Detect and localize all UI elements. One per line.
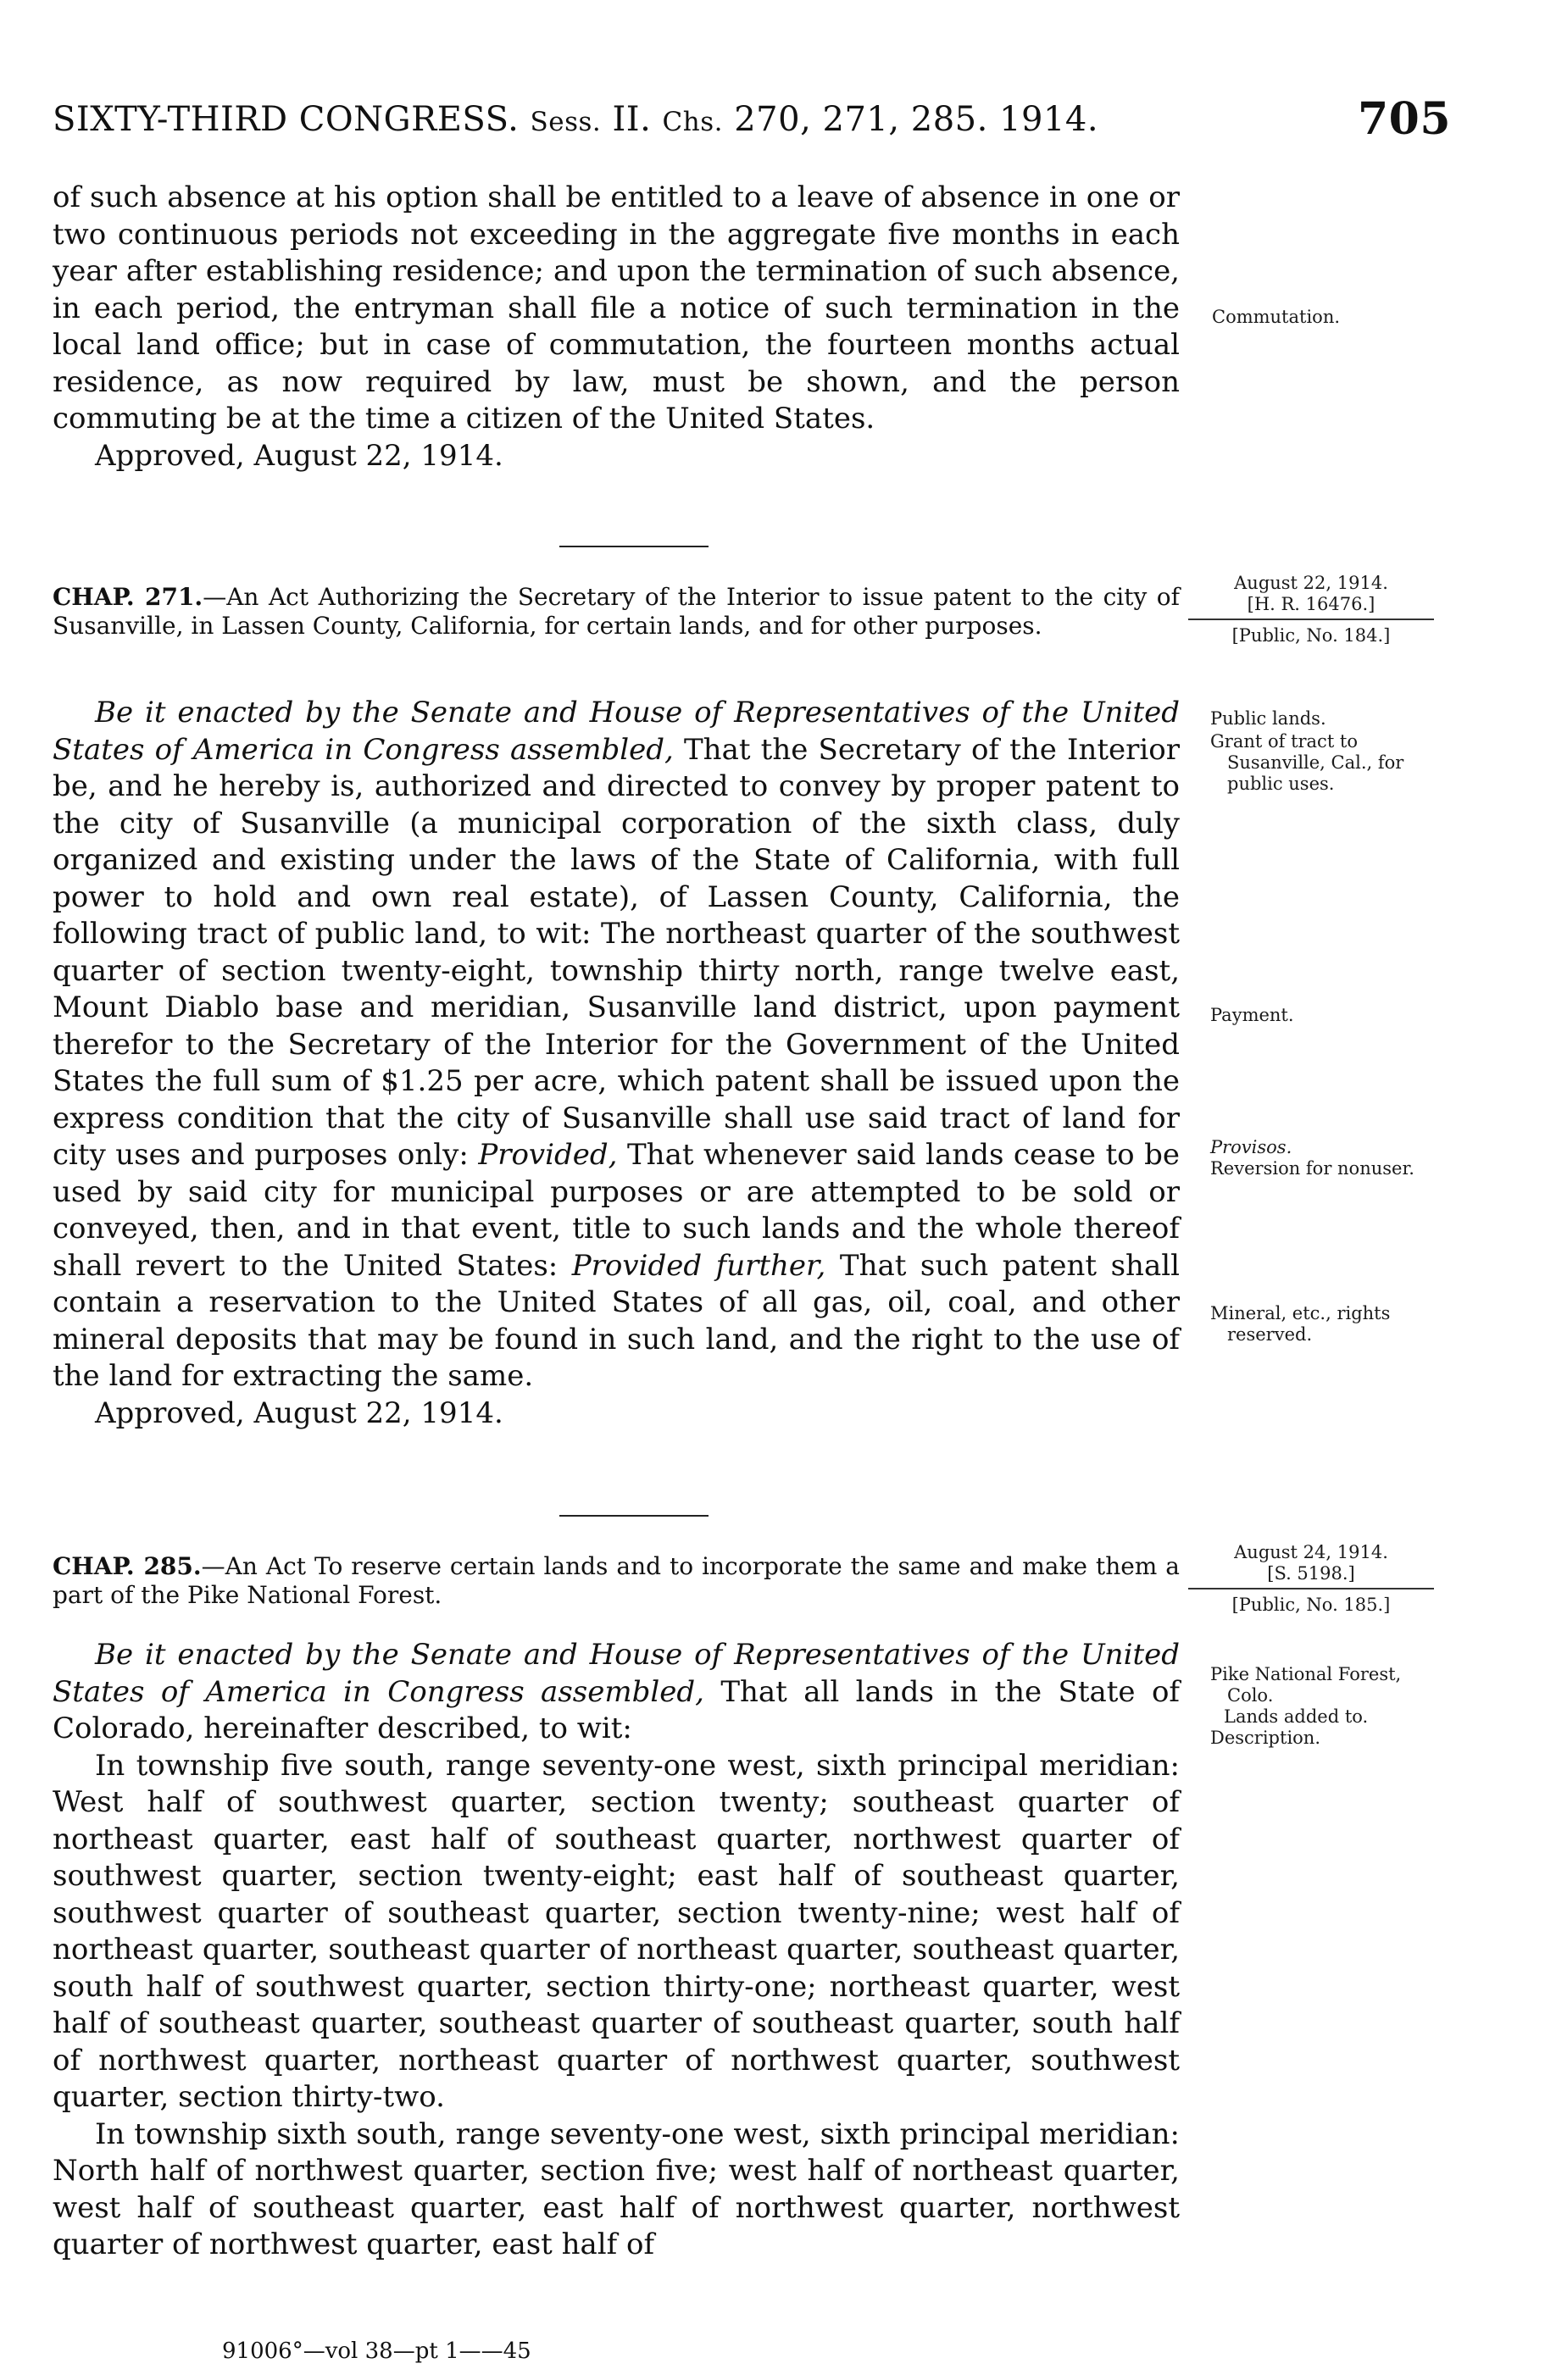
public-lands-note: Public lands. <box>1210 708 1326 729</box>
page-number: 705 <box>1357 93 1451 145</box>
chap271-date-block <box>1188 573 1434 646</box>
chap285-section <box>53 1637 1180 1748</box>
chap271-public-number: [Public, No. 184.] <box>1231 625 1391 646</box>
margin-note-provisos <box>1210 1137 1431 1179</box>
chap285-date-block <box>1188 1542 1434 1616</box>
margin-divider <box>1188 1588 1434 1589</box>
chap285-enacting-clause: Be it enacted by the Senate and House of Representatives of the United States of America in Congress assembled, <box>53 1638 1180 1709</box>
margin-note-mineral <box>1210 1303 1431 1345</box>
chap271-provided-further: Provided further, <box>571 1248 826 1283</box>
chap285-heading <box>53 1552 1180 1610</box>
congress-title: SIXTY-THIRD CONGRESS. <box>53 100 520 139</box>
township-six-paragraph: In township sixth south, range seventy-one west, sixth principal meridian: North half of northwest quarter, section five; west half of northeast quarter, west half of southeast quarter, east half of northwest quarter, northwest quarter of northwest quarter, east half of <box>53 2116 1180 2261</box>
signature-line: 91006°—vol 38—pt 1——45 <box>222 2338 531 2364</box>
chap271-approved: Approved, August 22, 1914. <box>95 1395 503 1430</box>
pike-forest-note: Pike National Forest, Colo. <box>1210 1664 1402 1706</box>
chap271-body <box>53 695 1180 1432</box>
header-year: 1914. <box>999 100 1099 139</box>
chap270-text: of such absence at his option shall be entitled to a leave of absence in one or two continuous periods not exceeding in the aggregate five months in each year after establishing residence; and upon the termination of such absence, in each period, the entryman shall file a notice of such termination in the local land office; but in case of commutation, the fourteen months actual residence, as now required by law, must be shown, and the person commuting be at the time a citizen of the United States. <box>53 180 1180 436</box>
chap271-section <box>53 695 1180 1395</box>
margin-note-pike <box>1210 1664 1448 1749</box>
chap271-body-1: That the Secretary of the Interior be, and he hereby is, authorized and directed to convey by proper patent to the city of Susanville (a municipal corporation of the sixth class, duly organized and existing under the laws of the State of California, with full power to hold and own real estate), of Lassen County, California, the following tract of public land, to wit: The northeast quarter of the southwest quarter of section twenty-eight, township thirty north, range twelve east, Mount Diablo base and meridian, Susanville land district, upon payment therefor to the Secretary of the Interior for the Government of the United States the full sum of $1.25 per acre, which patent shall be issued upon the express condition that the city of Susanville shall use said tract of land for city uses and purposes only: <box>53 732 1181 1172</box>
chap270-continuation <box>53 180 1180 474</box>
running-header <box>53 93 1451 151</box>
chap271-title: —An Act Authorizing the Secretary of the Interior to issue patent to the city of Susanville, in Lassen County, California, for certain lands, and for other purposes. <box>53 583 1181 640</box>
lands-added-note: Lands added to. <box>1224 1706 1369 1727</box>
chap285-body <box>53 1637 1180 2264</box>
grant-note: Grant of tract to Susanville, Cal., for public uses. <box>1210 731 1404 794</box>
chap271-bill: [H. R. 16476.] <box>1247 594 1375 614</box>
chapters-label: Chs. <box>662 107 723 137</box>
payment-note: Payment. <box>1210 1005 1294 1025</box>
section-divider <box>559 1515 709 1517</box>
chap285-body-1: That all lands in the State of Colorado, hereinafter described, to wit: <box>53 1674 1180 1745</box>
chap271-body-2: That whenever said lands cease to be used by said city for municipal purposes or are attempted to be sold or conveyed, then, and in that event, title to such lands and the whole thereof shall revert to the United States: <box>53 1138 1180 1283</box>
description-note: Description. <box>1210 1728 1320 1748</box>
chapter-numbers: 270, 271, 285. <box>734 100 988 139</box>
session-label: Sess. <box>530 107 602 137</box>
chap270-approved: Approved, August 22, 1914. <box>95 438 503 473</box>
reversion-note: Reversion for nonuser. <box>1210 1158 1414 1179</box>
running-title <box>53 100 1098 139</box>
chap271-provided: Provided, <box>478 1138 618 1172</box>
session-number: II. <box>612 100 652 139</box>
commutation-note: Commutation. <box>1212 307 1341 327</box>
chap285-title: —An Act To reserve certain lands and to incorporate the same and make them a part of the Pike National Forest. <box>53 1552 1180 1609</box>
township-five-paragraph: In township five south, range seventy-one west, sixth principal meridian: West half of southwest quarter, section twenty; southeast quarter of northeast quarter, east half of southeast quarter, northwest quarter of southwest quarter, section twenty-eight; east half of southeast quarter, southwest quarter of southeast quarter, section twenty-nine; west half of northeast quarter, southeast quarter of northeast quarter, southeast quarter, south half of southwest quarter, section thirty-one; northeast quarter, west half of southeast quarter, southeast quarter of southeast quarter, south half of northwest quarter, northeast quarter of northwest quarter, southwest quarter, section thirty-two. <box>53 1748 1180 2114</box>
chap271-label: CHAP. 271. <box>53 583 203 611</box>
mineral-note: Mineral, etc., rights reserved. <box>1210 1303 1391 1345</box>
chap271-heading <box>53 583 1180 641</box>
section-divider <box>559 546 709 547</box>
chap285-label: CHAP. 285. <box>53 1552 202 1580</box>
chap285-date: August 24, 1914. <box>1234 1542 1388 1562</box>
margin-note-payment <box>1210 1005 1431 1026</box>
chap285-public-number: [Public, No. 185.] <box>1231 1595 1391 1615</box>
chap271-body-3: That such patent shall contain a reservation to the United States of all gas, oil, coal, and other mineral deposits that may be found in such land, and the right to the use of the land for extracting the same. <box>53 1248 1180 1393</box>
margin-note-commutation <box>1212 307 1483 328</box>
margin-divider <box>1188 619 1434 620</box>
provisos-note: Provisos. <box>1210 1137 1292 1157</box>
margin-note-public-lands <box>1210 708 1431 795</box>
chap271-date: August 22, 1914. <box>1234 573 1388 593</box>
chap271-enacting-clause: Be it enacted by the Senate and House of Representatives of the United States of America in Congress assembled, <box>53 696 1180 767</box>
chap285-bill: [S. 5198.] <box>1267 1563 1355 1584</box>
